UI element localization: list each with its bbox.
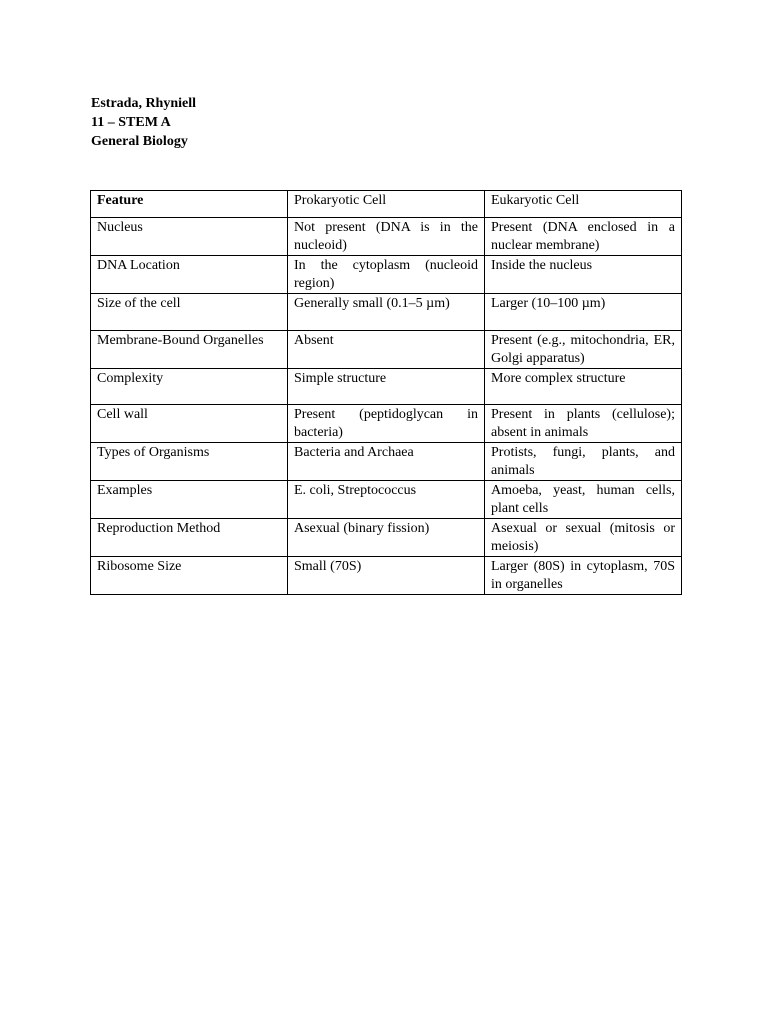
prokaryotic-cell: Simple structure [288,369,485,405]
prokaryotic-cell: E. coli, Streptococcus [288,481,485,519]
eukaryotic-cell: Amoeba, yeast, human cells, plant cells [485,481,682,519]
feature-cell: Ribosome Size [91,557,288,595]
header-cell-prokaryotic: Prokaryotic Cell [288,191,485,218]
feature-cell: Complexity [91,369,288,405]
prokaryotic-cell: Small (70S) [288,557,485,595]
table-row [91,557,682,595]
feature-cell: Size of the cell [91,294,288,331]
table-row [91,405,682,443]
eukaryotic-cell: More complex structure [485,369,682,405]
feature-cell: Cell wall [91,405,288,443]
prokaryotic-cell: Absent [288,331,485,369]
grade-section: 11 – STEM A [91,115,171,130]
comparison-table [90,190,682,595]
feature-cell: Membrane-Bound Organelles [91,331,288,369]
feature-cell: Examples [91,481,288,519]
table-row [91,481,682,519]
table-row [91,331,682,369]
subject-title: General Biology [91,134,188,149]
table-row [91,519,682,557]
table-row [91,294,682,331]
feature-cell: Reproduction Method [91,519,288,557]
feature-cell: Nucleus [91,218,288,256]
prokaryotic-cell: Not present (DNA is in the nucleoid) [288,218,485,256]
prokaryotic-cell: Bacteria and Archaea [288,443,485,481]
table-row [91,256,682,294]
prokaryotic-cell: Present (peptidoglycan in bacteria) [288,405,485,443]
eukaryotic-cell: Inside the nucleus [485,256,682,294]
prokaryotic-cell: In the cytoplasm (nucleoid region) [288,256,485,294]
feature-cell: Types of Organisms [91,443,288,481]
eukaryotic-cell: Larger (10–100 µm) [485,294,682,331]
table-row [91,369,682,405]
eukaryotic-cell: Protists, fungi, plants, and animals [485,443,682,481]
prokaryotic-cell: Asexual (binary fission) [288,519,485,557]
eukaryotic-cell: Present in plants (cellulose); absent in animals [485,405,682,443]
eukaryotic-cell: Present (e.g., mitochondria, ER, Golgi apparatus) [485,331,682,369]
eukaryotic-cell: Asexual or sexual (mitosis or meiosis) [485,519,682,557]
header-cell-eukaryotic: Eukaryotic Cell [485,191,682,218]
eukaryotic-cell: Present (DNA enclosed in a nuclear membrane) [485,218,682,256]
table-header-row [91,191,682,218]
feature-cell: DNA Location [91,256,288,294]
table-row [91,218,682,256]
prokaryotic-cell: Generally small (0.1–5 µm) [288,294,485,331]
header-cell-feature: Feature [91,191,288,218]
eukaryotic-cell: Larger (80S) in cytoplasm, 70S in organelles [485,557,682,595]
student-name: Estrada, Rhyniell [91,96,197,111]
table-row [91,443,682,481]
document-header [91,94,196,151]
